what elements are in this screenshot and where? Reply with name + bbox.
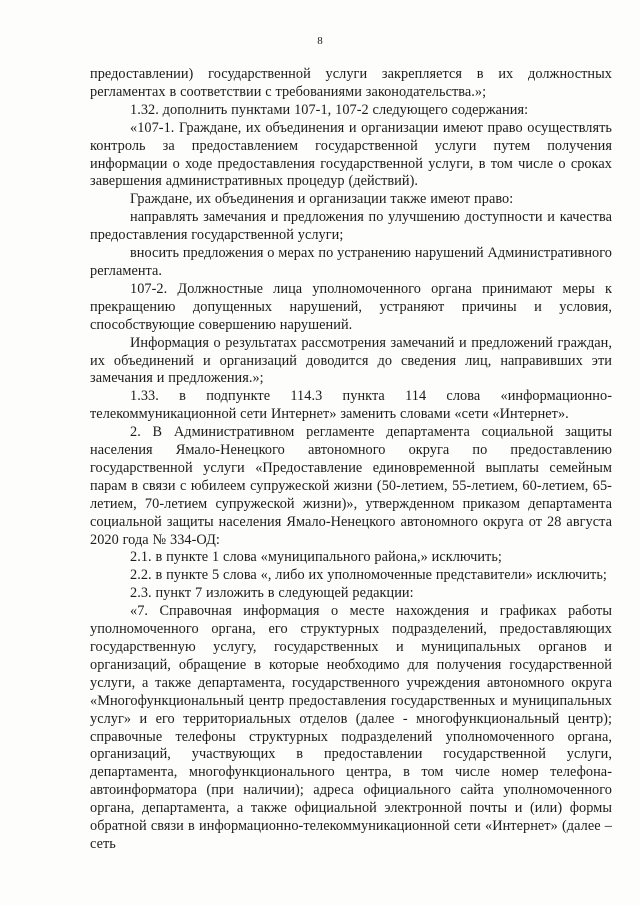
paragraph-2-1: 2.1. в пункте 1 слова «муниципального района,» исключить; [130,549,502,566]
paragraph-right-remarks: направлять замечания и предложения по улучшению доступности и качества предоставления государственной услуги; [90,209,612,244]
paragraph-107-2: 107-2. Должностные лица уполномоченного органа принимают меры к прекращению допущенных нарушений, устраняют причины и условия, способствующие совершению нарушений. [90,280,612,333]
paragraph-2-3: 2.3. пункт 7 изложить в следующей редакции: [130,585,414,602]
paragraph-1-33: 1.33. в подпункте 114.3 пункта 114 слова «информационно-телекоммуникационной сети Интернет» заменить словами «сети «Интернет». [90,388,612,423]
paragraph-continuation: предоставлении) государственной услуги закрепляется в их должностных регламентах в соответствии с требованиями законодательства.»; [90,66,612,100]
paragraph-107-1: «107-1. Граждане, их объединения и организации имеют право осуществлять контроль за предоставлением государственной услуги путем получения информации о ходе предоставления государственной услуги, в том числе о сроках завершения административных процедур (действий). [90,119,612,190]
paragraph-results-info: Информация о результатах рассмотрения замечаний и предложений граждан, их объединений и организаций доводится до сведения лиц, направивших эти замечания и предложения.»; [90,334,612,387]
paragraph-right-proposals: вносить предложения о мерах по устранению нарушений Административного регламента. [90,245,612,279]
paragraph-2-2: 2.2. в пункте 5 слова «, либо их уполномоченные представители» исключить; [130,567,607,584]
paragraph-rights-intro: Граждане, их объединения и организации также имеют право: [130,191,514,208]
paragraph-7: «7. Справочная информация о месте нахождения и графиках работы уполномоченного органа, его структурных подразделений, предоставляющих государственную услугу, государственных и муниципальных органов и организаций, обращение в которые необходимо для получения государственной услуги, а также департамента, государственного учреждения автономного округа «Многофункциональный центр предоставления государственных и муниципальных услуг» и его территориальных отделов (далее - многофункциональный центр); справочные телефоны структурных подразделений уполномоченного органа, организаций, участвующих в предоставлении государственной услуги, департамента, многофункционального центра, в том числе номер телефона-автоинформатора (при наличии); адреса официального сайта уполномоченного органа, департамента, а также официальной электронной почты и (или) формы обратной связи в информационно-телекоммуникационной сети «Интернет» (далее – сеть [90,603,612,852]
paragraph-1-32: 1.32. дополнить пунктами 107-1, 107-2 следующего содержания: [130,101,529,118]
document-body [90,66,612,854]
paragraph-2: 2. В Административном регламенте департамента социальной защиты населения Ямало-Ненецкого автономного округа по предоставлению государственной услуги «Предоставление единовременной выплаты семейным парам в связи с юбилеем супружеской жизни (50-летием, 55-летием, 60-летием, 65-летием, 70-летием супружеской жизни)», утвержденном приказом департамента социальной защиты населения Ямало-Ненецкого автономного округа от 28 августа 2020 года № 334-ОД: [90,424,612,548]
page-number: 8 [317,35,323,47]
